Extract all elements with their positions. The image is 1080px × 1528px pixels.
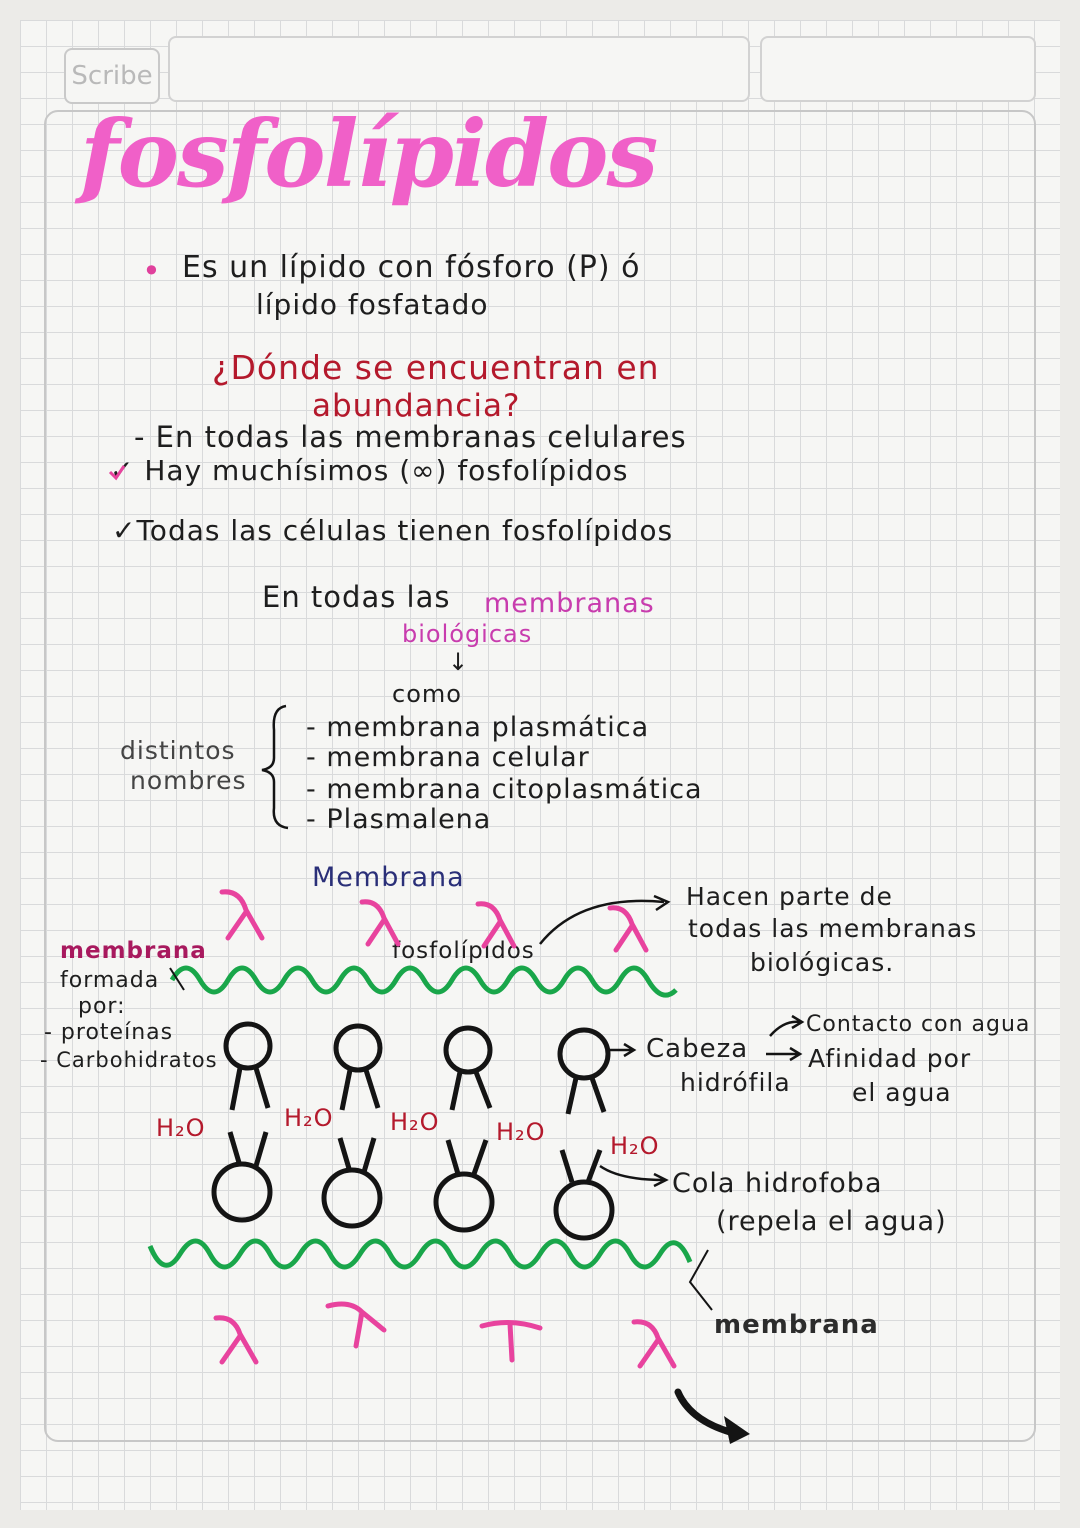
left-label-por: por:	[78, 994, 126, 1019]
membrane-name-2: - membrana celular	[306, 742, 590, 773]
checkmarks	[110, 466, 124, 478]
answer-1: - En todas las membranas celulares	[134, 420, 687, 454]
answer-2: ✓ Hay muchísimos (∞) fosfolípidos	[110, 454, 629, 487]
answer-3: ✓Todas las células tienen fosfolípidos	[112, 514, 674, 547]
membrane-name-1: - membrana plasmática	[306, 712, 650, 743]
membrane-name-3: - membrana citoplasmática	[306, 774, 703, 805]
left-label-formada: formada	[60, 968, 160, 993]
water-4: H₂O	[496, 1118, 546, 1146]
fosfolipidos-label: fosfolípidos	[392, 938, 535, 964]
bottom-membrana-label: membrana	[714, 1310, 879, 1340]
curly-brace	[262, 706, 288, 828]
phospholipid-heads-top	[226, 1024, 608, 1114]
next-page-arrow	[678, 1392, 730, 1432]
water-5: H₂O	[610, 1132, 660, 1160]
cola-label: Cola hidrofoba	[672, 1168, 883, 1199]
phospholipid-heads-bottom	[214, 1132, 612, 1238]
page-title: fosfolípidos	[80, 100, 657, 208]
hacen-parte-2: todas las membranas	[688, 914, 978, 943]
water-3: H₂O	[390, 1108, 440, 1136]
left-label-proteinas: - proteínas	[44, 1020, 174, 1045]
membranes-highlight: membranas	[484, 588, 655, 619]
hacen-parte-1: Hacen parte de	[686, 882, 893, 911]
water-1: H₂O	[156, 1114, 206, 1142]
side-label-1: distintos	[120, 736, 236, 765]
arrow-to-hacen-parte	[540, 901, 664, 944]
left-label-carbohidratos: - Carbohidratos	[40, 1048, 218, 1072]
membranes-line-1: En todas las	[262, 580, 451, 614]
repela-label: (repela el agua)	[716, 1206, 947, 1237]
afinidad-line-1: Afinidad por	[808, 1044, 972, 1073]
cabeza-label: Cabeza	[646, 1034, 749, 1064]
membrane-wave-bottom	[150, 1241, 690, 1267]
membrane-name-4: - Plasmalena	[306, 804, 492, 835]
water-2: H₂O	[284, 1104, 334, 1132]
bullet: •	[142, 252, 162, 290]
scribe-logo: Scribe	[64, 48, 160, 104]
left-label-membrana: membrana	[60, 938, 207, 964]
hacen-parte-3: biológicas.	[750, 948, 895, 977]
label-arrows	[600, 1016, 802, 1186]
diagram-title: Membrana	[312, 862, 465, 893]
side-label-2: nombres	[130, 766, 247, 795]
question-line-2: abundancia?	[312, 388, 521, 424]
afinidad-line-2: el agua	[852, 1078, 952, 1107]
protein-symbols-bottom	[216, 1304, 674, 1366]
down-arrow: ↓	[448, 648, 470, 676]
protein-symbols-top	[222, 892, 646, 950]
como-label: como	[392, 680, 462, 708]
hidrofila-label: hidrófila	[680, 1068, 791, 1097]
contacto-label: Contacto con agua	[806, 1012, 1031, 1037]
intro-line-1: Es un lípido con fósforo (P) ó	[182, 250, 641, 285]
membrane-wave-top	[172, 968, 676, 995]
intro-line-2: lípido fosfatado	[256, 288, 489, 321]
question-line-1: ¿Dónde se encuentran en	[212, 348, 660, 387]
membranes-line-2: biológicas	[402, 620, 533, 648]
